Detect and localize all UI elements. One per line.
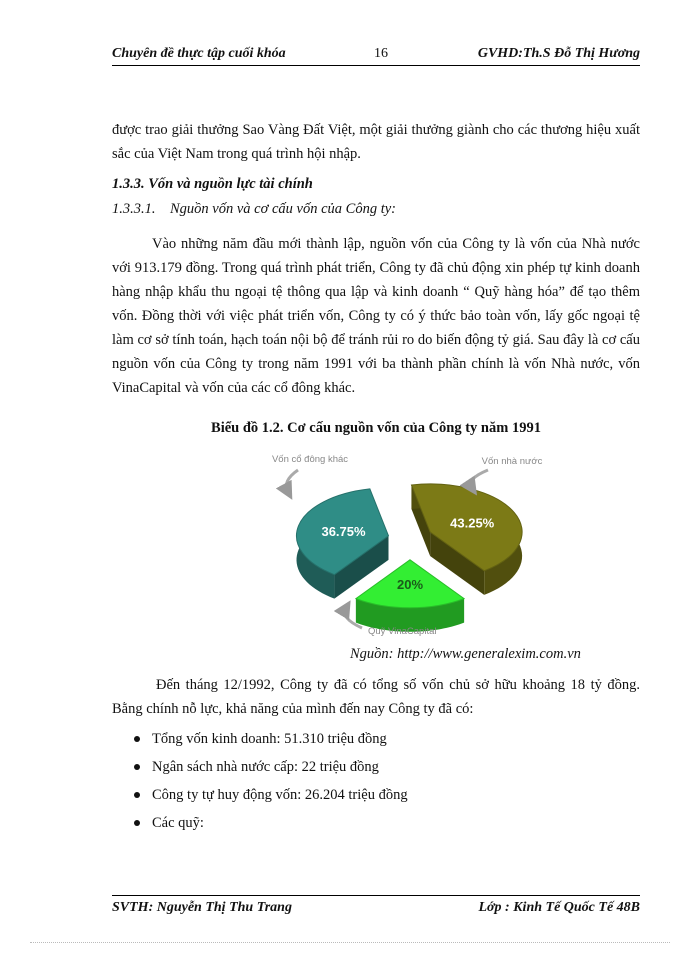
subsection-heading (112, 201, 396, 218)
bullet-icon (134, 764, 140, 770)
bullet-icon (134, 736, 140, 742)
pie-slice-1 (296, 489, 388, 599)
header-rule (112, 65, 640, 66)
callout-arrow-icon (471, 470, 488, 488)
chart-caption: Biểu đồ 1.2. Cơ cấu nguồn vốn của Công ty năm 1991 (211, 420, 541, 436)
bullet-icon (134, 792, 140, 798)
subsection-number: 1.3.3.1. (112, 201, 156, 217)
section-heading: 1.3.3. Vốn và nguồn lực tài chính (112, 176, 313, 192)
list-item: Tổng vốn kinh doanh: 51.310 triệu đồng (112, 728, 640, 756)
pie-category-label-1: Vốn cổ đông khác (271, 454, 349, 465)
page-header (112, 42, 640, 66)
subsection-title: Nguồn vốn và cơ cấu vốn của Công ty: (170, 201, 396, 217)
chart-source: Nguồn: http://www.generalexim.com.vn (350, 646, 581, 662)
list-item: Các quỹ: (112, 812, 640, 840)
header-advisor: GVHD:Th.S Đỗ Thị Hương (477, 46, 640, 61)
list-item: Ngân sách nhà nước cấp: 22 triệu đồng (112, 756, 640, 784)
page-footer (112, 900, 640, 920)
paragraph-equity: Đến tháng 12/1992, Công ty đã có tổng số vốn chủ sở hữu khoảng 18 tỷ đồng. Bằng chính nỗ lực, khả năng của mình đến nay Công ty đã có: (112, 677, 640, 717)
callout-arrow-icon (286, 470, 298, 492)
footer-rule (112, 895, 640, 896)
paragraph-award: được trao giải thưởng Sao Vàng Đất Việt, một giải thưởng giành cho các thương hiệu xuất sắc của Việt Nam trong quá trình hội nhập. (112, 122, 640, 162)
pie-value-label-1: 36.75% (321, 523, 366, 539)
pie-value-label-2: 43.25% (450, 515, 495, 531)
capital-list (112, 728, 640, 840)
list-item: Công ty tự huy động vốn: 26.204 triệu đồng (112, 784, 640, 812)
page-number: 16 (374, 46, 388, 61)
pie-category-label-2: Vốn nhà nước (481, 456, 543, 467)
footer-class: Lớp : Kinh Tế Quốc Tế 48B (478, 900, 640, 915)
capital-structure-pie-chart (250, 452, 570, 642)
header-title: Chuyên đề thực tập cuối khóa (112, 46, 286, 61)
page-bottom-divider (30, 942, 670, 943)
bullet-icon (134, 820, 140, 826)
pie-category-label-3: Quỹ VinaCapital (368, 626, 437, 637)
paragraph-capital: Vào những năm đầu mới thành lập, nguồn vốn của Công ty là vốn của Nhà nước với 913.179 đồng. Trong quá trình phát triển, Công ty đã chủ động xin phép tự kinh doanh hàng nhập khẩu thu ngoại tệ thông qua lập và kinh doanh “ Quỹ hàng hóa” để tạo thêm vốn. Đồng thời với việc phát triển vốn, Công ty có ý thức bảo toàn vốn, lấy gốc ngoại tệ làm cơ sở tính toán, hạch toán nội bộ để tránh rủi ro do biến động tỷ giá. Sau đây là cơ cấu nguồn vốn của Công ty trong năm 1991 với ba thành phần chính là vốn Nhà nước, vốn VinaCapital và vốn của các cổ đông khác. (112, 236, 640, 396)
pie-value-label-3: 20% (396, 576, 424, 592)
footer-student: SVTH: Nguyễn Thị Thu Trang (112, 900, 292, 915)
